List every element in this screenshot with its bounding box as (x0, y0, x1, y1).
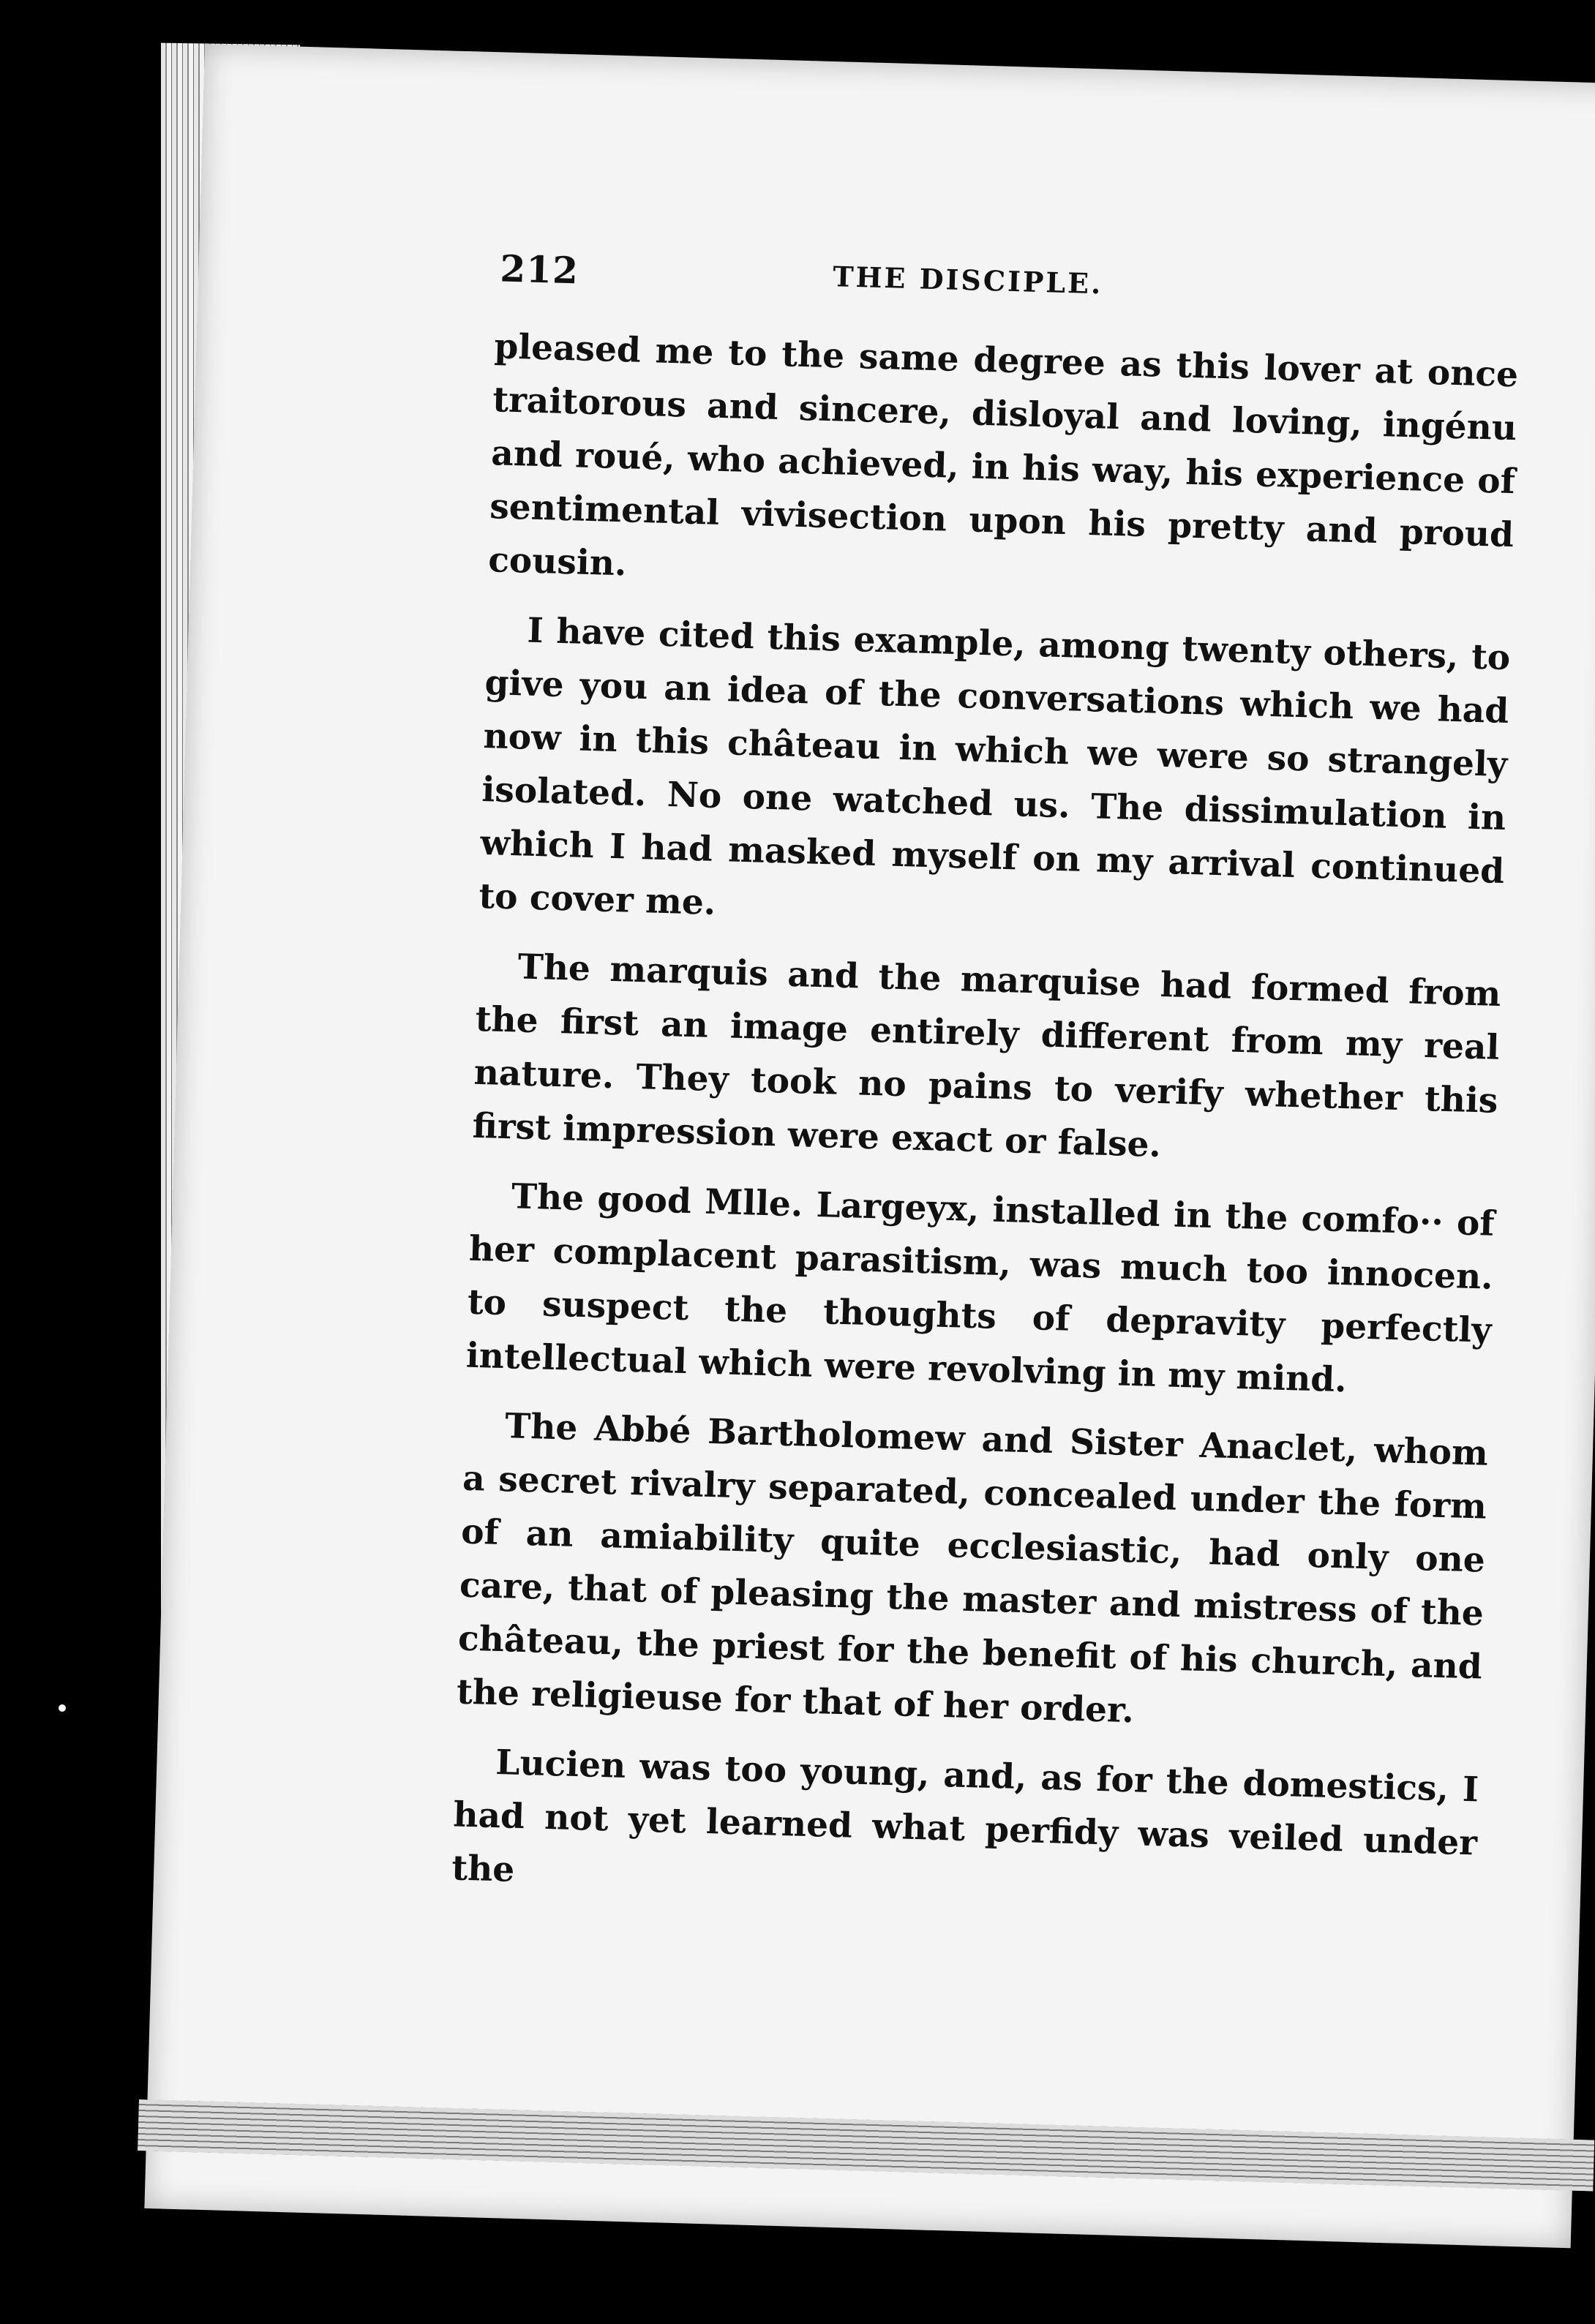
paragraph: The Abbé Bartholomew and Sister Anaclet, whom a secret rivalry separated, concealed under the form of an amiability quite ecclesiastic, had only one care, that of pleasing the master and mistress of the château, the priest for the benefit of his church, and the religieuse for that of her order. (456, 1406, 1489, 1731)
page-number: 212 (499, 247, 579, 293)
paragraph: The marquis and the marquise had formed from the first an image entirely different from my real nature. They took no pains to verify whether this first impression were exact or false. (471, 947, 1502, 1166)
body-text (451, 320, 1519, 1939)
paragraph: Lucien was too young, and, as for the domestics, I had not yet learned what perfidy was veiled under the (451, 1742, 1479, 1890)
paragraph-continued: pleased me to the same degree as this lover at once traitorous and sincere, disloyal and loving, ingénu and roué, who achieved, in his way, his experience of sentimental vivisection upon his pretty and proud cousin. (487, 326, 1519, 584)
paragraph: The good Mlle. Largeyx, installed in the comfo·· of her complacent parasitism, was much too innocen. to suspect the thoughts of depravity perfectly intellectual which were revolving in my mind. (465, 1176, 1495, 1401)
paragraph: I have cited this example, among twenty others, to give you an idea of the conversations which we had now in this château in which we were so strangely isolated. No one watched us. The dissimulation in which I had masked myself on my arrival continued to cover me. (478, 610, 1511, 923)
scan-dust-mark (59, 1704, 66, 1712)
running-title: THE DISCIPLE. (832, 260, 1103, 301)
